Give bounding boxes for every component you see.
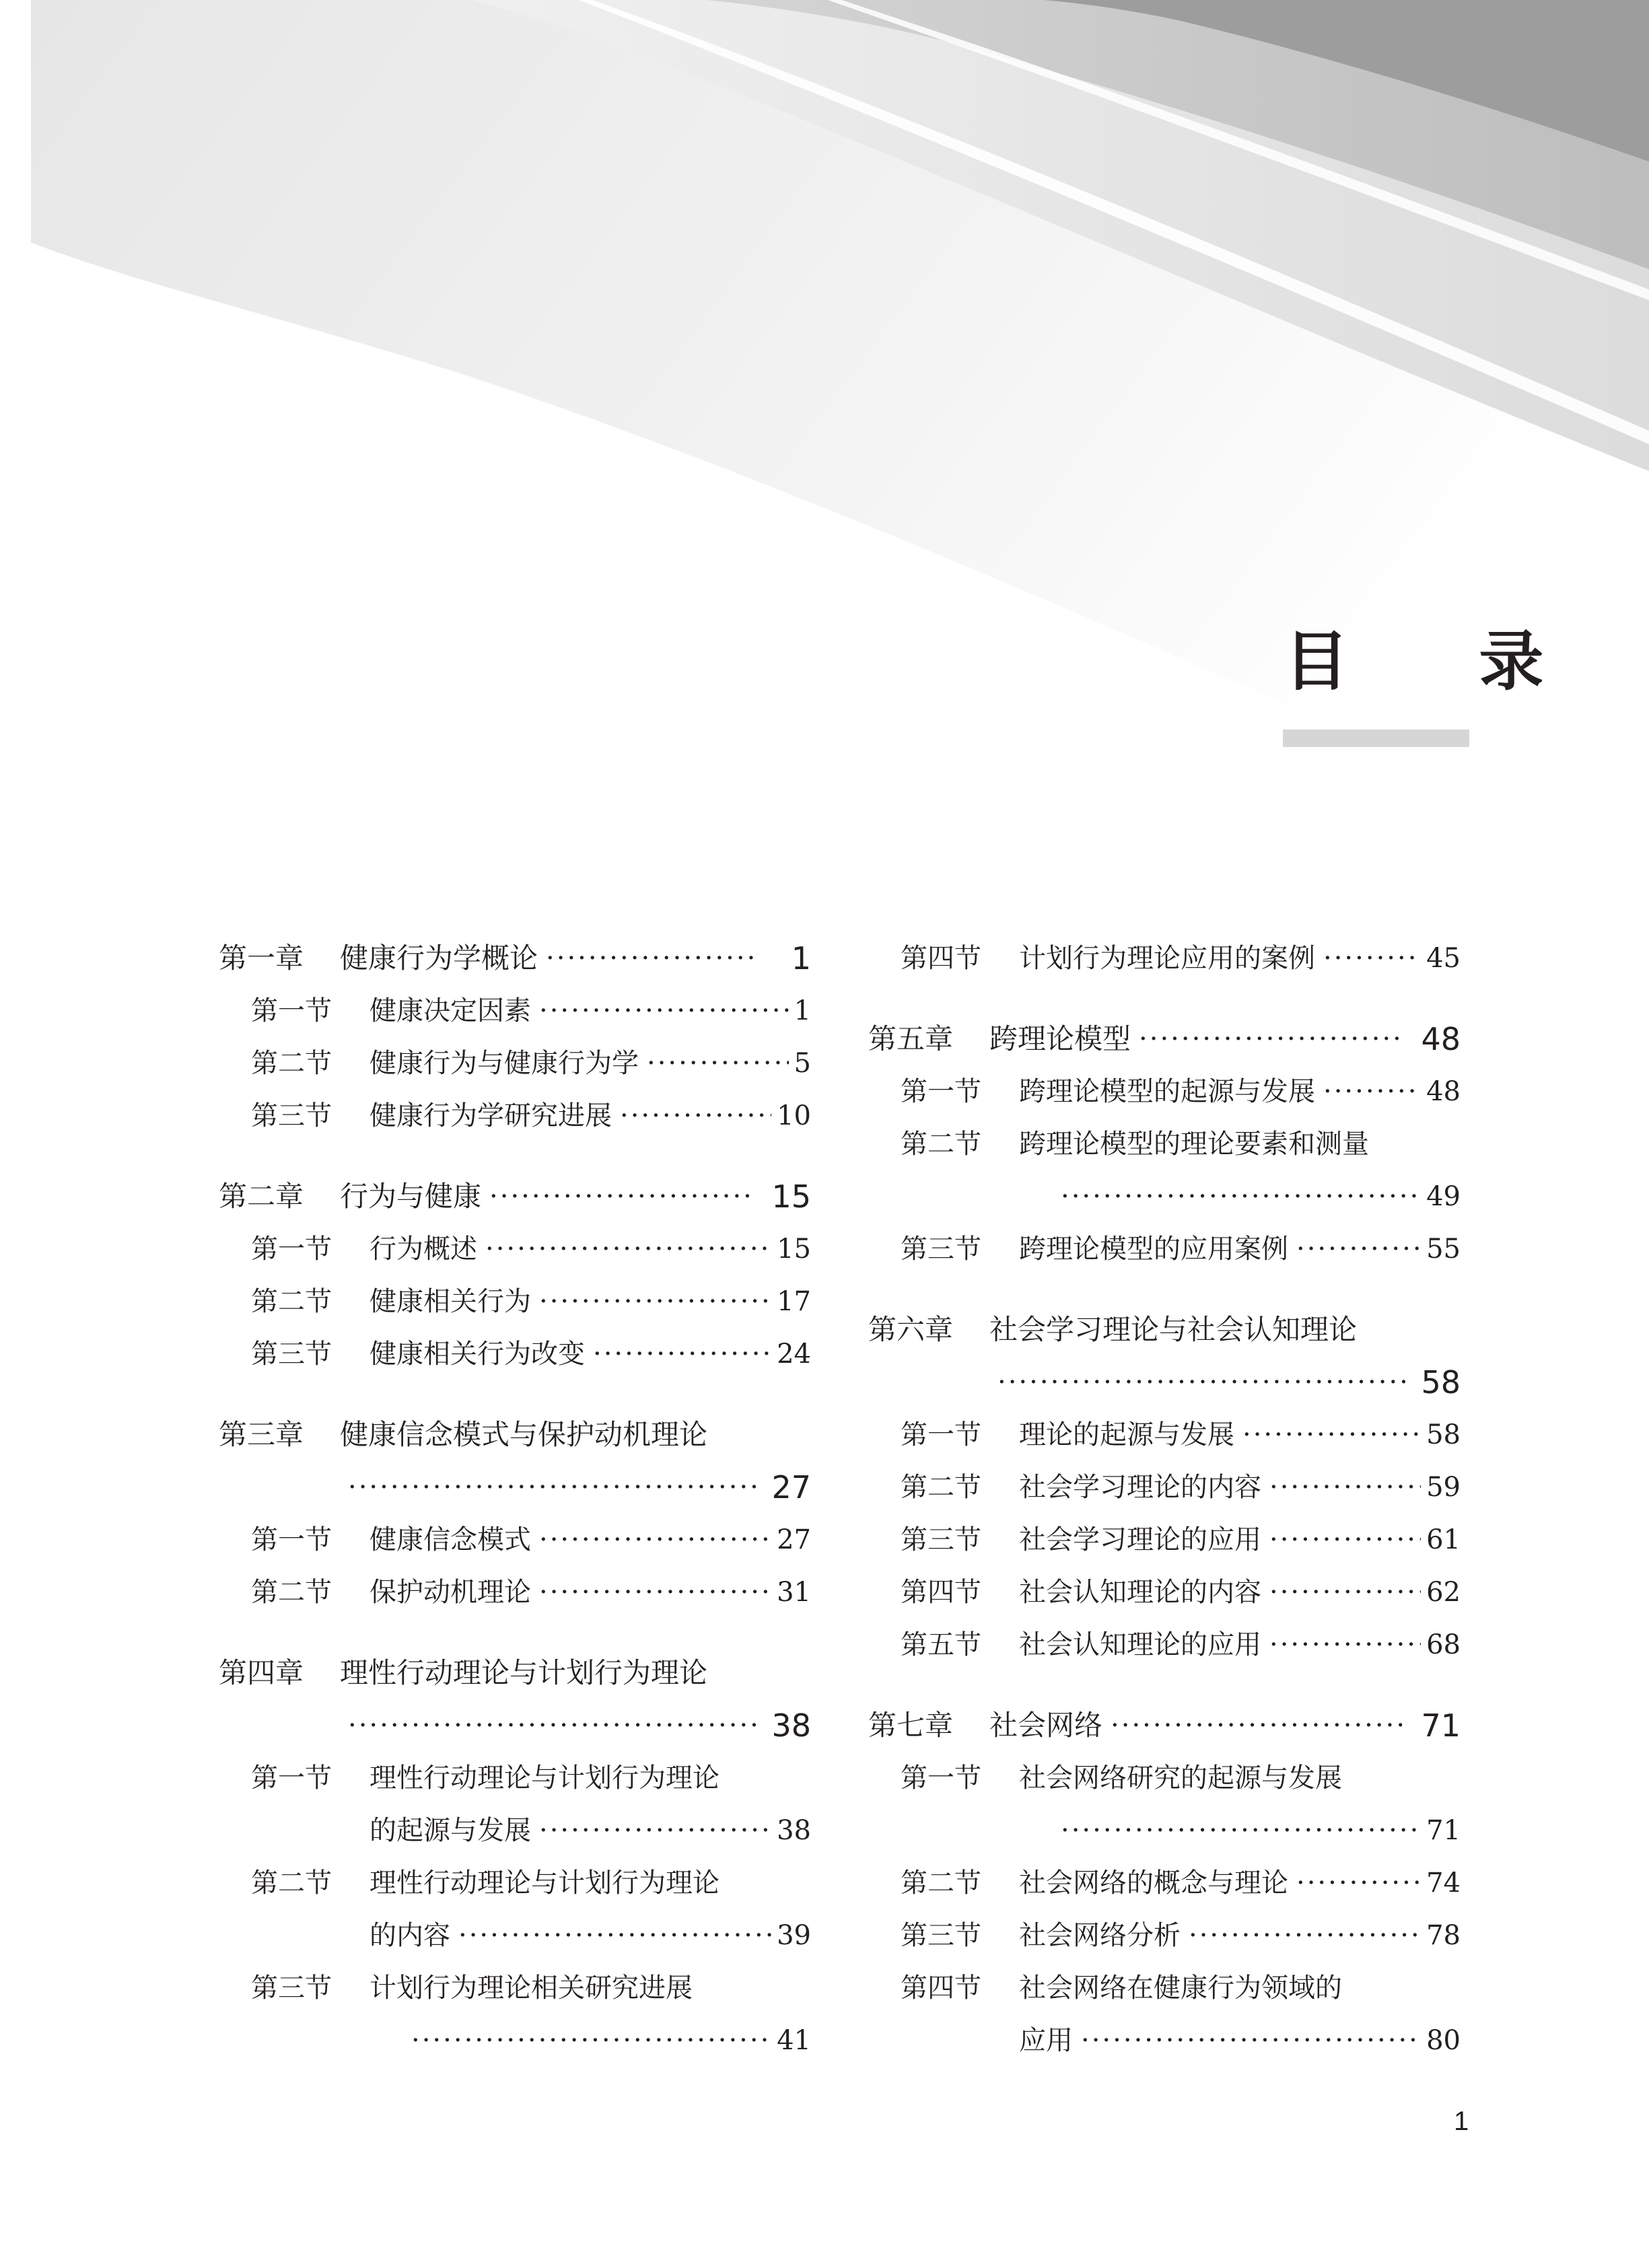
section-label: 第三节	[901, 1524, 981, 1555]
section-page: 31	[777, 1577, 811, 1608]
toc-chapter[interactable]	[868, 1304, 1461, 1409]
section-page: 5	[794, 1048, 811, 1079]
dot-leader	[1269, 1619, 1421, 1671]
section-page: 80	[1426, 2025, 1461, 2056]
chapter-label: 第七章	[868, 1709, 954, 1742]
toc-section[interactable]	[868, 1566, 1461, 1619]
toc-right-column	[868, 932, 1461, 2067]
dot-leader	[539, 1566, 771, 1619]
chapter-title: 社会学习理论与社会认知理论	[989, 1313, 1358, 1346]
section-title: 健康行为学研究进展	[370, 1100, 612, 1131]
dot-leader	[485, 1223, 771, 1275]
toc-section[interactable]	[868, 1461, 1461, 1514]
toc-section[interactable]	[219, 1328, 811, 1380]
chapter-label: 第四章	[219, 1656, 304, 1689]
chapter-page: 48	[1421, 1021, 1461, 1057]
toc-chapter[interactable]	[868, 1013, 1461, 1065]
section-page: 45	[1426, 943, 1461, 974]
toc-section[interactable]	[219, 985, 811, 1037]
chapter-title: 健康信念模式与保护动机理论	[340, 1418, 708, 1451]
section-label: 第四节	[901, 1577, 981, 1608]
dot-leader	[593, 1328, 771, 1380]
chapter-title: 行为与健康	[340, 1180, 482, 1213]
section-label: 第一节	[251, 1524, 332, 1555]
section-title: 保护动机理论	[370, 1577, 531, 1608]
chapter-title: 社会网络	[989, 1709, 1103, 1742]
section-label: 第二节	[251, 1868, 332, 1899]
section-title: 理论的起源与发展	[1019, 1419, 1234, 1450]
section-title: 计划行为理论应用的案例	[1019, 943, 1315, 974]
toc-section[interactable]	[219, 1514, 811, 1566]
toc-section[interactable]	[219, 1857, 811, 1962]
toc-section[interactable]	[219, 1962, 811, 2067]
section-page: 78	[1426, 1920, 1461, 1951]
section-title: 社会网络分析	[1019, 1920, 1181, 1951]
toc-chapter[interactable]	[219, 932, 811, 985]
chapter-label: 第六章	[868, 1313, 954, 1346]
chapter-label: 第三章	[219, 1418, 304, 1451]
toc-section[interactable]	[868, 1962, 1461, 2067]
chapter-page: 38	[771, 1707, 811, 1744]
dot-leader	[348, 1461, 756, 1514]
section-title: 社会学习理论的应用	[1019, 1524, 1261, 1555]
section-page: 24	[777, 1339, 811, 1370]
toc-chapter[interactable]	[868, 1699, 1461, 1752]
toc-title: 目 录	[1284, 624, 1598, 699]
section-label: 第二节	[901, 1129, 981, 1160]
dot-leader	[1189, 1909, 1421, 1962]
section-title: 跨理论模型的起源与发展	[1019, 1076, 1315, 1107]
section-page: 74	[1426, 1868, 1461, 1899]
section-title: 健康决定因素	[370, 995, 531, 1026]
toc-section[interactable]	[868, 1065, 1461, 1118]
dot-leader	[1111, 1699, 1405, 1752]
section-label: 第二节	[901, 1472, 981, 1503]
section-title: 社会认知理论的内容	[1019, 1577, 1261, 1608]
section-title: 跨理论模型的理论要素和测量	[1019, 1129, 1369, 1160]
section-page: 55	[1426, 1234, 1461, 1265]
section-title: 社会网络研究的起源与发展	[1019, 1763, 1342, 1794]
toc-section[interactable]	[219, 1223, 811, 1275]
chapter-title: 健康行为学概论	[340, 942, 538, 974]
section-title-cont: 的起源与发展	[370, 1815, 531, 1846]
section-page: 1	[794, 995, 811, 1026]
section-label: 第一节	[901, 1419, 981, 1450]
chapter-title: 理性行动理论与计划行为理论	[340, 1656, 708, 1689]
dot-leader	[458, 1909, 771, 1962]
toc-chapter[interactable]	[219, 1170, 811, 1223]
dot-leader	[1081, 2014, 1421, 2067]
toc-section[interactable]	[868, 1909, 1461, 1962]
dot-leader	[1269, 1514, 1421, 1566]
section-label: 第一节	[251, 995, 332, 1026]
section-page: 58	[1426, 1419, 1461, 1450]
chapter-label: 第五章	[868, 1022, 954, 1055]
section-page: 39	[777, 1920, 811, 1951]
section-title: 理性行动理论与计划行为理论	[370, 1868, 720, 1899]
toc-section[interactable]	[868, 1857, 1461, 1909]
dot-leader	[1269, 1566, 1421, 1619]
section-title: 社会认知理论的应用	[1019, 1629, 1261, 1660]
section-page: 68	[1426, 1629, 1461, 1660]
dot-leader	[539, 985, 789, 1037]
dot-leader	[1139, 1013, 1405, 1065]
dot-leader	[647, 1037, 789, 1090]
section-label: 第一节	[251, 1763, 332, 1794]
section-label: 第三节	[251, 1339, 332, 1370]
toc-chapter[interactable]	[219, 1409, 811, 1514]
section-title: 计划行为理论相关研究进展	[370, 1973, 693, 2004]
section-title: 健康信念模式	[370, 1524, 531, 1555]
section-title: 健康相关行为	[370, 1286, 531, 1317]
dot-leader	[411, 2014, 771, 2067]
section-title-cont: 应用	[1019, 2025, 1073, 2056]
toc-section[interactable]	[219, 1090, 811, 1142]
section-title: 健康相关行为改变	[370, 1339, 585, 1370]
toc-section[interactable]	[219, 1752, 811, 1857]
toc-section[interactable]	[868, 1619, 1461, 1671]
dot-leader	[1242, 1409, 1421, 1461]
toc-section[interactable]	[868, 932, 1461, 985]
section-label: 第三节	[901, 1234, 981, 1265]
toc-section[interactable]	[219, 1037, 811, 1090]
dot-leader	[1323, 932, 1421, 985]
section-label: 第四节	[901, 1973, 981, 2004]
chapter-page: 27	[771, 1469, 811, 1505]
dot-leader	[1323, 1065, 1421, 1118]
section-label: 第五节	[901, 1629, 981, 1660]
dot-leader	[1061, 1170, 1421, 1223]
section-label: 第三节	[251, 1973, 332, 2004]
toc-section[interactable]	[868, 1514, 1461, 1566]
toc-section[interactable]	[219, 1275, 811, 1328]
toc-section[interactable]	[868, 1409, 1461, 1461]
section-page: 17	[777, 1286, 811, 1317]
section-page: 71	[1426, 1815, 1461, 1846]
dot-leader	[1296, 1857, 1421, 1909]
section-title: 行为概述	[370, 1234, 477, 1265]
chapter-page: 15	[771, 1178, 811, 1215]
section-label: 第一节	[901, 1763, 981, 1794]
section-title: 跨理论模型的应用案例	[1019, 1234, 1288, 1265]
section-page: 10	[777, 1100, 811, 1131]
toc-section[interactable]	[868, 1752, 1461, 1857]
section-page: 62	[1426, 1577, 1461, 1608]
page-number: 1	[1454, 2106, 1469, 2136]
dot-leader	[539, 1275, 771, 1328]
chapter-page: 71	[1421, 1707, 1461, 1744]
section-label: 第二节	[901, 1868, 981, 1899]
toc-section[interactable]	[868, 1223, 1461, 1275]
title-underline-bar	[1283, 730, 1469, 747]
section-label: 第三节	[901, 1920, 981, 1951]
dot-leader	[539, 1514, 771, 1566]
section-page: 49	[1426, 1181, 1461, 1212]
toc-left-column	[219, 932, 811, 2067]
dot-leader	[546, 932, 756, 985]
section-page: 61	[1426, 1524, 1461, 1555]
chapter-page: 58	[1421, 1364, 1461, 1401]
dot-leader	[539, 1804, 771, 1857]
section-title: 社会网络在健康行为领域的	[1019, 1973, 1342, 2004]
dot-leader	[348, 1699, 756, 1752]
section-title: 社会网络的概念与理论	[1019, 1868, 1288, 1899]
section-title: 社会学习理论的内容	[1019, 1472, 1261, 1503]
toc-section[interactable]	[219, 1566, 811, 1619]
dot-leader	[489, 1170, 756, 1223]
section-page: 38	[777, 1815, 811, 1846]
section-label: 第二节	[251, 1048, 332, 1079]
chapter-title: 跨理论模型	[989, 1022, 1131, 1055]
toc-section[interactable]	[868, 1118, 1461, 1223]
chapter-label: 第二章	[219, 1180, 304, 1213]
section-label: 第二节	[251, 1577, 332, 1608]
chapter-label: 第一章	[219, 942, 304, 974]
dot-leader	[1269, 1461, 1421, 1514]
section-page: 41	[777, 2025, 811, 2056]
section-label: 第一节	[251, 1234, 332, 1265]
chapter-page: 1	[791, 940, 811, 977]
dot-leader	[1296, 1223, 1421, 1275]
section-label: 第四节	[901, 943, 981, 974]
dot-leader	[997, 1356, 1405, 1409]
section-label: 第三节	[251, 1100, 332, 1131]
section-page: 48	[1426, 1076, 1461, 1107]
toc-chapter[interactable]	[219, 1647, 811, 1752]
section-title: 健康行为与健康行为学	[370, 1048, 639, 1079]
dot-leader	[1061, 1804, 1421, 1857]
section-label: 第二节	[251, 1286, 332, 1317]
section-page: 59	[1426, 1472, 1461, 1503]
section-page: 27	[777, 1524, 811, 1555]
section-title: 理性行动理论与计划行为理论	[370, 1763, 720, 1794]
section-label: 第一节	[901, 1076, 981, 1107]
dot-leader	[620, 1090, 771, 1142]
section-title-cont: 的内容	[370, 1920, 450, 1951]
section-page: 15	[777, 1234, 811, 1265]
